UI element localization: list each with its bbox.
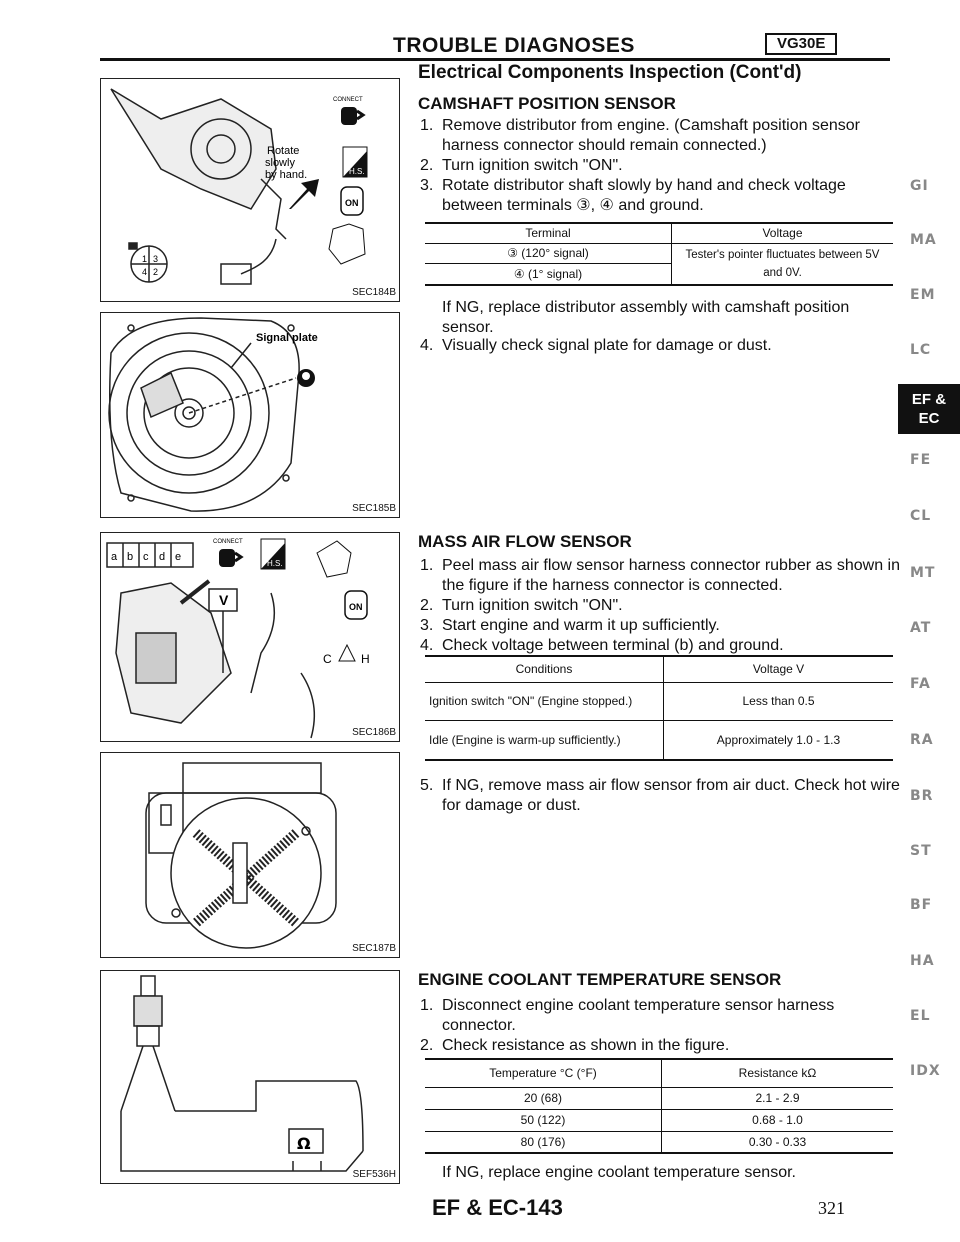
- warm-engine-icon: [323, 645, 370, 666]
- table-cell: 0.30 - 0.33: [748, 1134, 807, 1149]
- table-cell: Less than 0.5: [742, 694, 815, 708]
- camshaft-step-4: 4. Visually check signal plate for damage or dust.: [420, 337, 772, 354]
- ect-step-2: 2. Check resistance as shown in the figure.: [420, 1037, 730, 1054]
- side-index-item[interactable]: LC: [910, 342, 932, 358]
- figure-signal-plate: [100, 312, 400, 518]
- voltmeter-label: V: [219, 592, 229, 608]
- camshaft-step-1: 1. Remove distributor from engine. (Camshaft position sensor harness connector should remain connected.): [420, 117, 860, 154]
- figure-coolant-sensor: [100, 970, 400, 1184]
- ect-ng-text: If NG, replace engine coolant temperature sensor.: [442, 1164, 796, 1181]
- maf-table: [425, 655, 893, 761]
- camshaft-steps: [420, 116, 900, 216]
- side-index-item[interactable]: MA: [910, 232, 937, 248]
- table-cell: 2.1 - 2.9: [755, 1091, 800, 1105]
- magnify-icon: [297, 369, 315, 387]
- ohmmeter-label: Ω: [297, 1134, 311, 1153]
- side-index-item[interactable]: MT: [910, 565, 936, 581]
- side-index-item[interactable]: BR: [910, 788, 934, 804]
- ignition-on-icon: [345, 591, 367, 619]
- ignition-on-icon: [341, 187, 363, 215]
- footer-code: EF & EC-143: [432, 1195, 563, 1220]
- maf-step-1: 1. Peel mass air flow sensor harness connector rubber as shown in the figure if the harness connector is connected.: [420, 557, 900, 594]
- hand-icon: [317, 541, 351, 577]
- connect-label: CONNECT: [333, 97, 363, 103]
- maf-steps: [420, 556, 900, 656]
- hand-icon: [329, 224, 365, 264]
- signal-plate-illustration: [101, 313, 399, 517]
- figure-code: SEC187B: [352, 943, 396, 954]
- table-header: Voltage: [762, 226, 803, 241]
- maf-sensor-illustration: [101, 753, 399, 957]
- side-index-item[interactable]: IDX: [910, 1063, 941, 1079]
- engine-badge: VG30E: [765, 33, 837, 55]
- side-index-item[interactable]: RA: [910, 732, 934, 748]
- camshaft-table: [425, 222, 893, 286]
- active-tab-line: EC: [918, 410, 940, 427]
- svg-text:H.S.: H.S.: [267, 559, 283, 568]
- svg-text:H.S.: H.S.: [349, 167, 365, 176]
- table-cell: ④ (1° signal): [425, 264, 672, 285]
- connector-icon: [219, 549, 241, 567]
- hs-icon: [261, 539, 285, 569]
- coolant-sensor-illustration: [101, 971, 399, 1183]
- table-cell: Ignition switch "ON" (Engine stopped.): [425, 682, 664, 720]
- maf-step-4: 4. Check voltage between terminal (b) and ground.: [420, 637, 784, 654]
- side-index-item[interactable]: EM: [910, 287, 936, 303]
- table-cell: 80 (176): [425, 1131, 662, 1153]
- table-header: Conditions: [425, 656, 664, 682]
- svg-text:H: H: [361, 652, 370, 666]
- hs-icon: [343, 147, 367, 177]
- svg-text:e: e: [175, 551, 182, 563]
- active-tab-line: EF &: [911, 391, 947, 408]
- camshaft-ng-text: If NG, replace distributor assembly with camshaft position sensor.: [442, 299, 850, 336]
- side-index-item[interactable]: EL: [910, 1008, 931, 1024]
- maf-connector-illustration: [101, 533, 399, 741]
- table-header: Temperature °C (°F): [425, 1059, 662, 1087]
- signal-plate-label: Signal plate: [256, 332, 318, 344]
- table-header: Resistance kΩ: [738, 1066, 817, 1081]
- table-cell: 0.68 - 1.0: [752, 1113, 803, 1127]
- page-title: TROUBLE DIAGNOSES: [393, 34, 635, 57]
- table-cell: Tester's pointer fluctuates between 5V and 0V.: [672, 243, 894, 285]
- side-index-item[interactable]: HA: [910, 953, 935, 969]
- svg-text:1: 1: [142, 254, 148, 264]
- ect-table: [425, 1058, 893, 1154]
- side-index-item[interactable]: AT: [910, 620, 932, 636]
- svg-text:b: b: [127, 551, 134, 563]
- figure-maf-sensor: [100, 752, 400, 958]
- page-number: 321: [818, 1198, 845, 1218]
- table-header: Terminal: [425, 223, 672, 243]
- figure-maf-connector: [100, 532, 400, 742]
- side-index-item[interactable]: FA: [910, 676, 931, 692]
- figure-distributor: [100, 78, 400, 302]
- pin-diagram: [142, 254, 158, 277]
- figure-code: SEC185B: [352, 503, 396, 514]
- camshaft-step-3: 3. Rotate distributor shaft slowly by hand and check voltage between terminals ③, ④ and ground.: [420, 177, 846, 214]
- connect-label: CONNECT: [213, 539, 243, 545]
- maf-heading: MASS AIR FLOW SENSOR: [418, 532, 632, 551]
- svg-text:2: 2: [153, 267, 159, 277]
- camshaft-heading: CAMSHAFT POSITION SENSOR: [418, 94, 676, 113]
- side-index-active-tab[interactable]: [898, 384, 960, 434]
- rotate-label: Rotate slowly by hand.: [265, 145, 308, 181]
- figure-code: SEF536H: [352, 1169, 396, 1180]
- svg-text:c: c: [143, 551, 149, 563]
- svg-text:4: 4: [142, 267, 148, 277]
- figure-code: SEC184B: [352, 287, 396, 298]
- svg-text:C: C: [323, 652, 332, 666]
- side-index-item[interactable]: GI: [910, 178, 929, 194]
- svg-text:d: d: [159, 551, 166, 563]
- svg-text:ON: ON: [349, 602, 363, 612]
- table-cell: Idle (Engine is warm-up sufficiently.): [425, 720, 664, 760]
- svg-text:ON: ON: [345, 198, 359, 208]
- svg-text:3: 3: [153, 254, 159, 264]
- section-title: Electrical Components Inspection (Cont'd): [418, 62, 802, 83]
- ect-step-1: 1. Disconnect engine coolant temperature sensor harness connector.: [420, 997, 835, 1034]
- table-cell: 20 (68): [425, 1087, 662, 1109]
- svg-text:a: a: [111, 551, 118, 563]
- side-index-item[interactable]: CL: [910, 508, 932, 524]
- table-header: Voltage V: [752, 662, 805, 677]
- maf-step-2: 2. Turn ignition switch "ON".: [420, 597, 623, 614]
- side-index-item[interactable]: BF: [910, 897, 933, 913]
- table-cell: Approximately 1.0 - 1.3: [716, 732, 841, 747]
- maf-step-3: 3. Start engine and warm it up sufficiently.: [420, 617, 720, 634]
- arrow-icon: [289, 179, 319, 209]
- ect-heading: ENGINE COOLANT TEMPERATURE SENSOR: [418, 970, 782, 989]
- distributor-illustration: [101, 79, 399, 301]
- table-cell: 50 (122): [425, 1109, 662, 1131]
- side-index-item[interactable]: FE: [910, 452, 932, 468]
- camshaft-step-2: 2. Turn ignition switch "ON".: [420, 157, 623, 174]
- figure-code: SEC186B: [352, 727, 396, 738]
- maf-step-5: 5. If NG, remove mass air flow sensor from air duct. Check hot wire for damage or dust.: [420, 777, 900, 814]
- connector-icon: [341, 107, 363, 125]
- side-index-item[interactable]: ST: [910, 843, 932, 859]
- header-rule: [100, 58, 890, 61]
- ect-steps: [420, 996, 900, 1056]
- table-cell: ③ (120° signal): [425, 243, 672, 264]
